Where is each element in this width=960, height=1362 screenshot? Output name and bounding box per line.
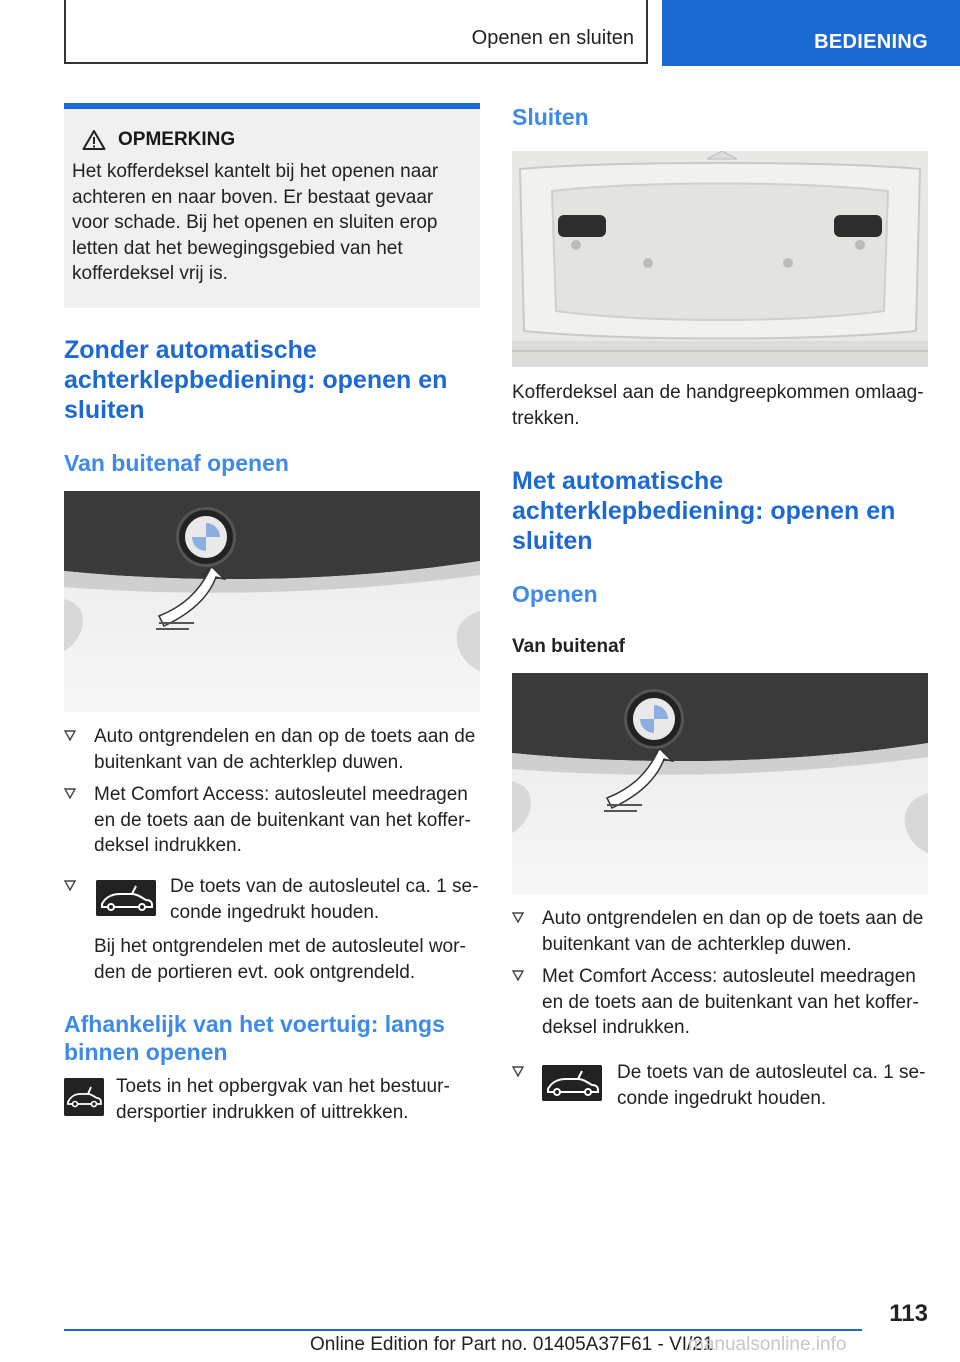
heading-close: Sluiten: [512, 104, 589, 130]
header-chapter-tab[interactable]: [662, 0, 960, 66]
list-item: [512, 1060, 928, 1120]
list-item-text: Met Comfort Access: autosleutel meedragen en de toets aan de buitenkant van het kofferdeksel indrukken.: [542, 966, 919, 1038]
bullet-triangle-icon: [64, 730, 76, 741]
page-number: 113: [889, 1300, 928, 1327]
list-item: [512, 964, 928, 1042]
note-body: Het kofferdeksel kantelt bij het openen naar achteren en naar boven. Er bestaat gevaar voor schade. Bij het openen en sluiten erop letten dat het bewegingsgebied van het kofferdeksel vrij is.: [72, 161, 439, 284]
bullet-triangle-icon: [512, 912, 524, 923]
list-item: [64, 874, 480, 934]
bullet-triangle-icon: [512, 1066, 524, 1077]
heading-open-from-outside: Van buitenaf openen: [64, 450, 289, 476]
list-item: [512, 906, 928, 958]
trunk-button-photo: [512, 673, 928, 894]
bullet-triangle-icon: [64, 788, 76, 799]
heading-with-auto-tailgate: Met automatische achterklepbediening: openen en sluiten: [512, 467, 896, 555]
header-section-title: Openen en sluiten: [471, 27, 634, 49]
list-item-text: Met Comfort Access: autosleutel meedragen en de toets aan de buitenkant van het kofferdeksel indrukken.: [94, 784, 471, 856]
note-box: [64, 103, 480, 308]
note-header: [82, 129, 472, 151]
bullet-triangle-icon: [64, 880, 76, 891]
heading-without-auto-tailgate: Zonder automatische achterklepbediening: openen en sluiten: [64, 336, 448, 424]
header-chapter-label: BEDIENING: [814, 31, 928, 53]
watermark: manualsonline.info: [688, 1334, 847, 1355]
unlock-doors-note: Bij het ontgrendelen met de autosleutel worden de portieren evt. ook ontgrendeld.: [94, 936, 466, 983]
trunk-button-photo: [64, 491, 480, 712]
trunk-button-icon: [64, 1078, 104, 1116]
note-heading: OPMERKING: [118, 129, 236, 150]
heading-open: Openen: [512, 581, 598, 607]
list-item: [64, 724, 480, 776]
list-item-text: Auto ontgrendelen en dan op de toets aan de buitenkant van de achterklep duwen.: [94, 726, 476, 773]
heading-from-outside: Van buitenaf: [512, 636, 625, 657]
list-item-text: De toets van de autosleutel ca. 1 seconde ingedrukt houden.: [170, 876, 479, 923]
trunk-key-icon: [542, 1065, 602, 1101]
close-instruction: Kofferdeksel aan de handgreepkommen omlaagtrekken.: [512, 382, 924, 429]
list-item-text: Auto ontgrendelen en dan op de toets aan de buitenkant van de achterklep duwen.: [542, 908, 924, 955]
edition-text: Online Edition for Part no. 01405A37F61 - VI/21: [310, 1334, 714, 1355]
bullet-triangle-icon: [512, 970, 524, 981]
footer-divider: [64, 1329, 862, 1331]
header-section-box: [64, 0, 648, 64]
trunk-inside-photo: [512, 151, 928, 367]
heading-open-from-inside: Afhankelijk van het voertuig: langs binnen openen: [64, 1011, 445, 1065]
trunk-key-icon: [96, 880, 156, 916]
list-item-text: De toets van de autosleutel ca. 1 seconde ingedrukt houden.: [617, 1062, 926, 1109]
warning-icon: [82, 129, 106, 151]
inner-open-text: Toets in het opbergvak van het bestuurdersportier indrukken of uittrekken.: [116, 1076, 450, 1123]
list-item: [64, 782, 480, 860]
